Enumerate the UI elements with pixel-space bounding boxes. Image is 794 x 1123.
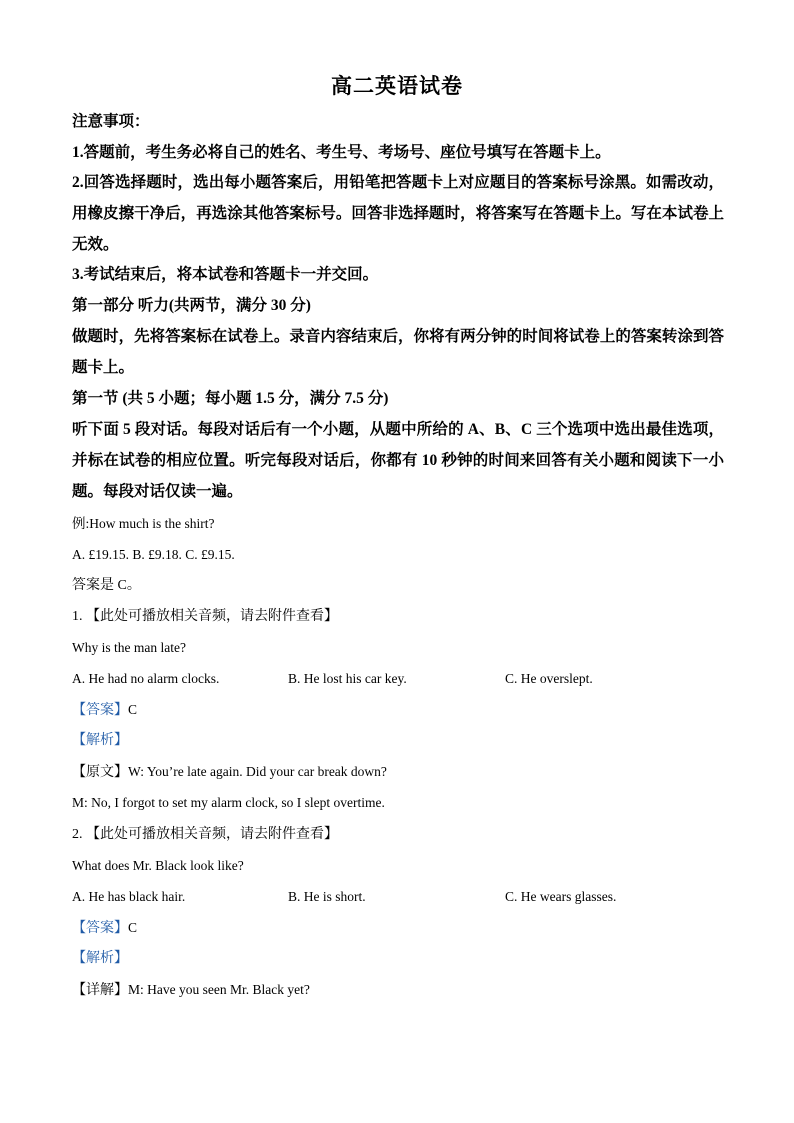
part1-instruction: 做题时，先将答案标在试卷上。录音内容结束后，你将有两分钟的时间将试卷上的答案转涂到答题卡上。 — [72, 328, 724, 376]
question-1-prompt: 1. 【此处可播放相关音频，请去附件查看】 — [72, 609, 338, 624]
question-2-analysis-tag: 【解析】 — [72, 951, 128, 966]
answer-value: C — [128, 920, 138, 935]
question-1-script-line-1 — [72, 762, 724, 783]
example-options: A. £19.15. B. £9.18. C. £9.15. — [72, 547, 235, 562]
part1-heading: 第一部分 听力(共两节，满分 30 分) — [72, 297, 311, 314]
question-1-text: Why is the man late? — [72, 640, 186, 655]
question-2-prompt: 2. 【此处可播放相关音频，请去附件查看】 — [72, 827, 338, 842]
section1-instruction: 听下面 5 段对话。每段对话后有一个小题，从题中所给的 A、B、C 三个选项中选出最佳选项，并标在试卷的相应位置。听完每段对话后，你都有 10 秒钟的时间来回答有关小题和阅读下一小题。每段对话仅读一遍。 — [72, 421, 724, 500]
script-tag: 【详解】 — [72, 983, 128, 998]
script-text: W: You’re late again. Did your car break down? — [128, 764, 387, 779]
option-a: A. He had no alarm clocks. — [72, 671, 220, 686]
script-tag: 【原文】 — [72, 765, 128, 780]
notes-heading: 注意事项： — [72, 113, 150, 130]
option-b: B. He lost his car key. — [288, 671, 407, 686]
notes-item-2: 2.回答选择题时，选出每小题答案后，用铅笔把答题卡上对应题目的答案标号涂黑。如需改动，用橡皮擦干净后，再选涂其他答案标号。回答非选择题时，将答案写在答题卡上。写在本试卷上无效。 — [72, 174, 724, 253]
question-1-answer — [72, 700, 724, 721]
option-c: C. He overslept. — [505, 671, 593, 686]
question-2-answer — [72, 918, 724, 939]
script-text: M: Have you seen Mr. Black yet? — [128, 982, 310, 997]
answer-tag: 【答案】 — [72, 921, 128, 936]
option-a: A. He has black hair. — [72, 889, 186, 904]
answer-value: C — [128, 702, 138, 717]
question-2-script-line-1 — [72, 980, 724, 1001]
question-1-analysis-tag: 【解析】 — [72, 733, 128, 748]
example-question: 例:How much is the shirt? — [72, 516, 215, 531]
option-b: B. He is short. — [288, 889, 366, 904]
exam-title: 高二英语试卷 — [331, 74, 463, 98]
example-answer: 答案是 C。 — [72, 578, 141, 593]
notes-item-3: 3.考试结束后，将本试卷和答题卡一并交回。 — [72, 266, 379, 283]
notes-item-1: 1.答题前，考生务必将自己的姓名、考生号、考场号、座位号填写在答题卡上。 — [72, 144, 611, 161]
answer-tag: 【答案】 — [72, 703, 128, 718]
option-c: C. He wears glasses. — [505, 889, 617, 904]
question-2-text: What does Mr. Black look like? — [72, 858, 244, 873]
question-1-script-line-2: M: No, I forgot to set my alarm clock, so I slept overtime. — [72, 795, 385, 810]
section1-heading: 第一节 (共 5 小题；每小题 1.5 分，满分 7.5 分) — [72, 390, 389, 407]
